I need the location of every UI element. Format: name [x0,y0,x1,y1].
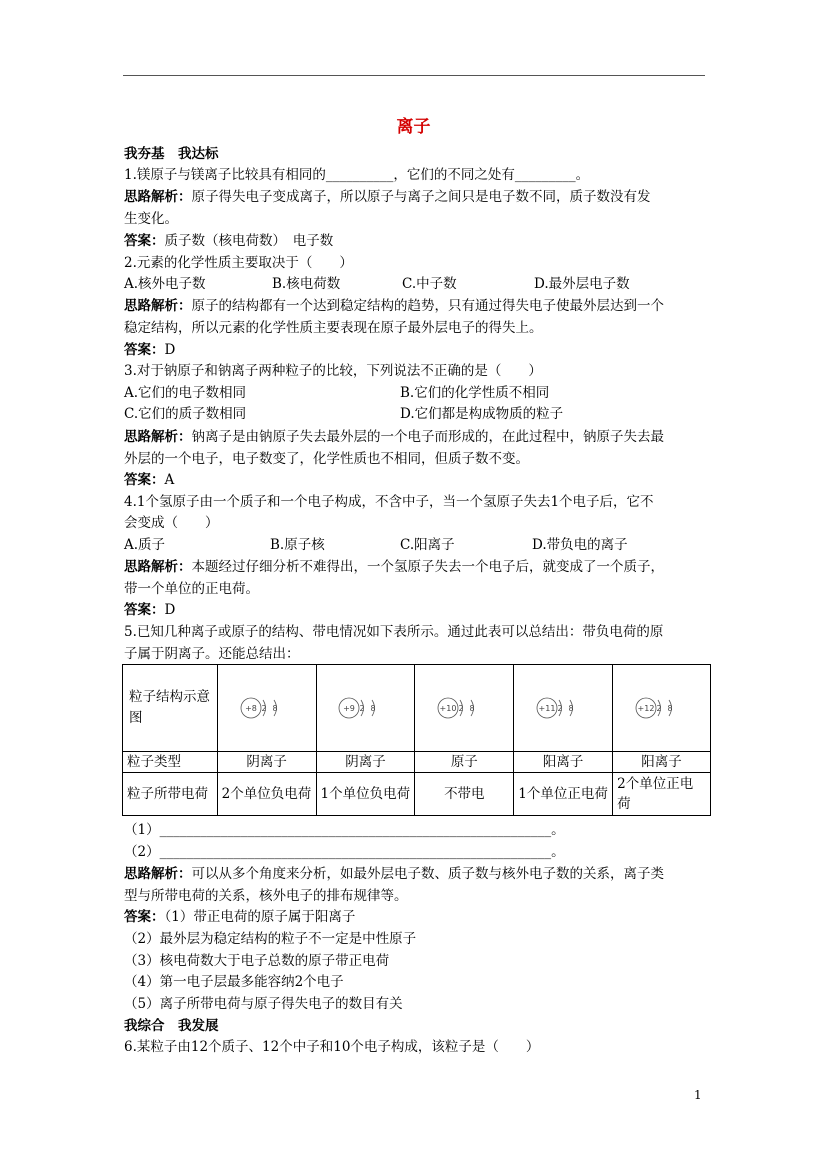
q2-option-b: B.核电荷数 [272,276,341,292]
electron-count: 2 [458,704,464,713]
particle-table [122,664,711,816]
q3-answer: 答案：A [124,472,175,488]
section-heading-basic: 我夯基 我达标 [124,146,219,162]
electron-count: 8 [568,704,574,713]
type-cell: 阴离子 [217,752,316,773]
q4-option-c: C.阳离子 [400,537,455,553]
row-header-type: 粒子类型 [123,752,218,773]
charge-cell: 2个单位负电荷 [217,773,316,816]
q5-analysis: 思路解析：可以从多个角度来分析，如最外层电子数、质子数与核外电子数的关系，离子类 [124,866,664,882]
q3-option-c: C.它们的质子数相同 [124,406,247,422]
q5-blank-2: （2）__________________________________________________________。 [124,844,565,860]
structure-cell [514,665,613,752]
q3-option-b: B.它们的化学性质不相同 [400,385,550,401]
q3-question: 3.对于钠原子和钠离子两种粒子的比较，下列说法不正确的是（ ） [124,363,542,379]
electron-count: 2 [557,704,563,713]
q2-analysis: 思路解析：原子的结构都有一个达到稳定结构的趋势，只有通过得失电子使最外层达到一个 [124,298,664,314]
electron-count: 8 [370,704,376,713]
q4-question: 4.1个氢原子由一个质子和一个电子构成，不含中子，当一个氢原子失去1个电子后，它不 [124,494,654,510]
q2-option-a: A.核外电子数 [124,276,206,292]
analysis-label: 思路解析： [124,189,192,205]
page-number: 1 [694,1088,702,1102]
nucleus-charge: +12 [637,704,654,713]
q5-answer-3: （3）核电荷数大于电子总数的原子带正电荷 [124,953,390,969]
atom-diagram-4 [533,693,593,723]
q5-answer: 答案：（1）带正电荷的原子属于阳离子 [124,909,356,925]
type-cell: 原子 [415,752,514,773]
nucleus-charge: +9 [343,704,356,713]
q3-analysis: 思路解析：钠离子是由钠原子失去最外层的一个电子而形成的，在此过程中，钠原子失去最 [124,429,664,445]
q1-answer: 答案：质子数（核电荷数） 电子数 [124,233,334,249]
q1-analysis-cont: 生变化。 [124,211,178,227]
q5-analysis-cont: 型与所带电荷的关系，核外电子的排布规律等。 [124,888,408,904]
atom-diagram-2 [335,693,395,723]
q2-answer: 答案：D [124,342,176,358]
row-header-charge: 粒子所带电荷 [123,773,218,816]
structure-cell [217,665,316,752]
nucleus-charge: +8 [244,704,257,713]
q4-analysis: 思路解析：本题经过仔细分析不难得出，一个氢原子失去一个电子后，就变成了一个质子， [124,559,664,575]
type-cell: 阴离子 [316,752,415,773]
q4-analysis-cont: 带一个单位的正电荷。 [124,581,259,597]
q2-question: 2.元素的化学性质主要取决于（ ） [124,255,353,271]
q4-question-cont: 会变成（ ） [124,515,219,531]
section-heading-advanced: 我综合 我发展 [124,1018,219,1034]
charge-cell: 2个单位正电荷 [613,773,711,816]
q3-option-d: D.它们都是构成物质的粒子 [400,406,564,422]
header-rule [123,75,705,76]
structure-cell [613,665,711,752]
q3-option-a: A.它们的电子数相同 [124,385,247,401]
atom-diagram-3 [434,693,494,723]
page-title: 离子 [396,117,431,137]
q5-answer-5: （5）离子所带电荷与原子得失电子的数目有关 [124,996,403,1012]
atom-diagram-5 [632,693,692,723]
type-cell: 阳离子 [514,752,613,773]
q5-question: 5.已知几种离子或原子的结构、带电情况如下表所示。通过此表可以总结出：带负电荷的原 [124,624,664,640]
charge-cell: 1个单位正电荷 [514,773,613,816]
q3-analysis-cont: 外层的一个电子，电子数变了，化学性质也不相同，但质子数不变。 [124,451,529,467]
nucleus-charge: +11 [538,704,556,713]
structure-cell [415,665,514,752]
electron-count: 8 [667,704,673,713]
electron-count: 2 [261,704,267,713]
q5-answer-2: （2）最外层为稳定结构的粒子不一定是中性原子 [124,931,417,947]
charge-cell: 1个单位负电荷 [316,773,415,816]
atom-diagram-1 [237,693,297,723]
q5-blank-1: （1）__________________________________________________________。 [124,822,565,838]
q1-question: 1.镁原子与镁离子比较具有相同的__________，它们的不同之处有_________。 [124,167,590,183]
q2-option-c: C.中子数 [402,276,457,292]
nucleus-charge: +10 [439,704,457,713]
electron-count: 2 [656,704,662,713]
q2-analysis-cont: 稳定结构，所以元素的化学性质主要表现在原子最外层电子的得失上。 [124,320,543,336]
q4-option-b: B.原子核 [270,537,325,553]
q1-analysis: 思路解析：原子得失电子变成离子，所以原子与离子之间只是电子数不同，质子数没有发 [124,189,651,205]
q5-answer-4: （4）第一电子层最多能容纳2个电子 [124,974,344,990]
q4-answer: 答案：D [124,602,176,618]
q4-option-d: D.带负电的离子 [532,537,628,553]
q6-question: 6.某粒子由12个质子、12个中子和10个电子构成，该粒子是（ ） [124,1039,540,1055]
q2-option-d: D.最外层电子数 [534,276,630,292]
charge-cell: 不带电 [415,773,514,816]
answer-label: 答案： [124,233,165,249]
type-cell: 阳离子 [613,752,711,773]
electron-count: 2 [359,704,365,713]
row-header-structure: 粒子结构示意图 [123,665,218,752]
q4-option-a: A.质子 [124,537,166,553]
q5-question-cont: 子属于阴离子。还能总结出： [124,646,300,662]
electron-count: 8 [469,704,475,713]
electron-count: 8 [272,704,278,713]
structure-cell [316,665,415,752]
